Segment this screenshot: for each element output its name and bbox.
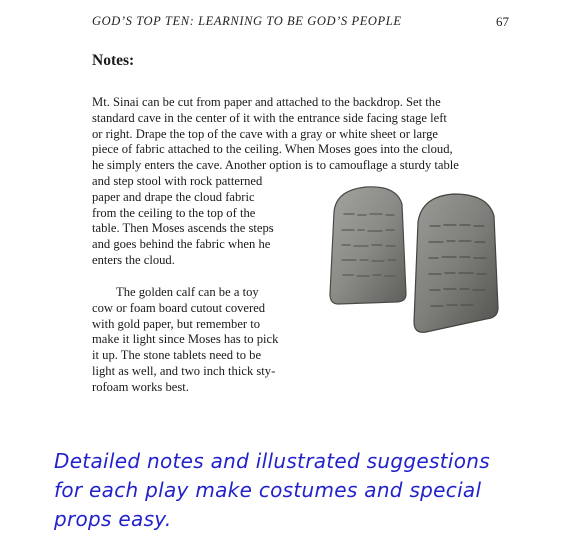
text-line: light as well, and two inch thick sty-	[92, 363, 276, 378]
stone-tablets-icon	[326, 182, 502, 342]
running-head: GOD’S TOP TEN: LEARNING TO BE GOD’S PEOPLE	[92, 14, 402, 28]
text-line: from the ceiling to the top of the	[92, 205, 256, 220]
notes-heading: Notes:	[92, 52, 135, 69]
text-line: make it light since Moses has to pick	[92, 332, 279, 347]
text-line: The golden calf can be a toy	[116, 285, 259, 299]
text-line: and step stool with rock patterned	[92, 174, 263, 188]
page-number: 67	[496, 14, 509, 29]
handwritten-caption	[54, 447, 534, 534]
right-tablet	[414, 194, 498, 332]
caption-line: for each play make costumes and special	[54, 478, 482, 502]
text-line: rofoam works best.	[92, 379, 189, 394]
left-tablet	[330, 187, 406, 304]
text-line: it up. The stone tablets need to be	[92, 348, 262, 363]
text-line: paper and drape the cloud fabric	[92, 189, 255, 204]
text-line: standard cave in the center of it with the entrance side facing stage left	[92, 110, 447, 125]
text-line: table. Then Moses ascends the steps	[92, 221, 274, 236]
notes-paragraph-1	[92, 95, 508, 174]
text-line: cow or foam board cutout covered	[92, 300, 266, 315]
text-line: enters the cloud.	[92, 252, 175, 267]
text-line: he simply enters the cave. Another option is to camouflage a sturdy table	[92, 158, 459, 173]
text-line: or right. Drape the top of the cave with a gray or white sheet or large	[92, 126, 438, 141]
text-line: piece of fabric attached to the ceiling. When Moses goes into the cloud,	[92, 142, 453, 157]
notes-paragraph-2	[92, 174, 302, 269]
text-line: and goes behind the fabric when he	[92, 237, 271, 252]
text-line: Mt. Sinai can be cut from paper and attached to the backdrop. Set the	[92, 95, 441, 109]
caption-line: props easy.	[54, 507, 172, 531]
caption-line: Detailed notes and illustrated suggestions	[54, 449, 490, 473]
notes-paragraph-3	[92, 285, 302, 396]
text-line: with gold paper, but remember to	[92, 316, 261, 331]
